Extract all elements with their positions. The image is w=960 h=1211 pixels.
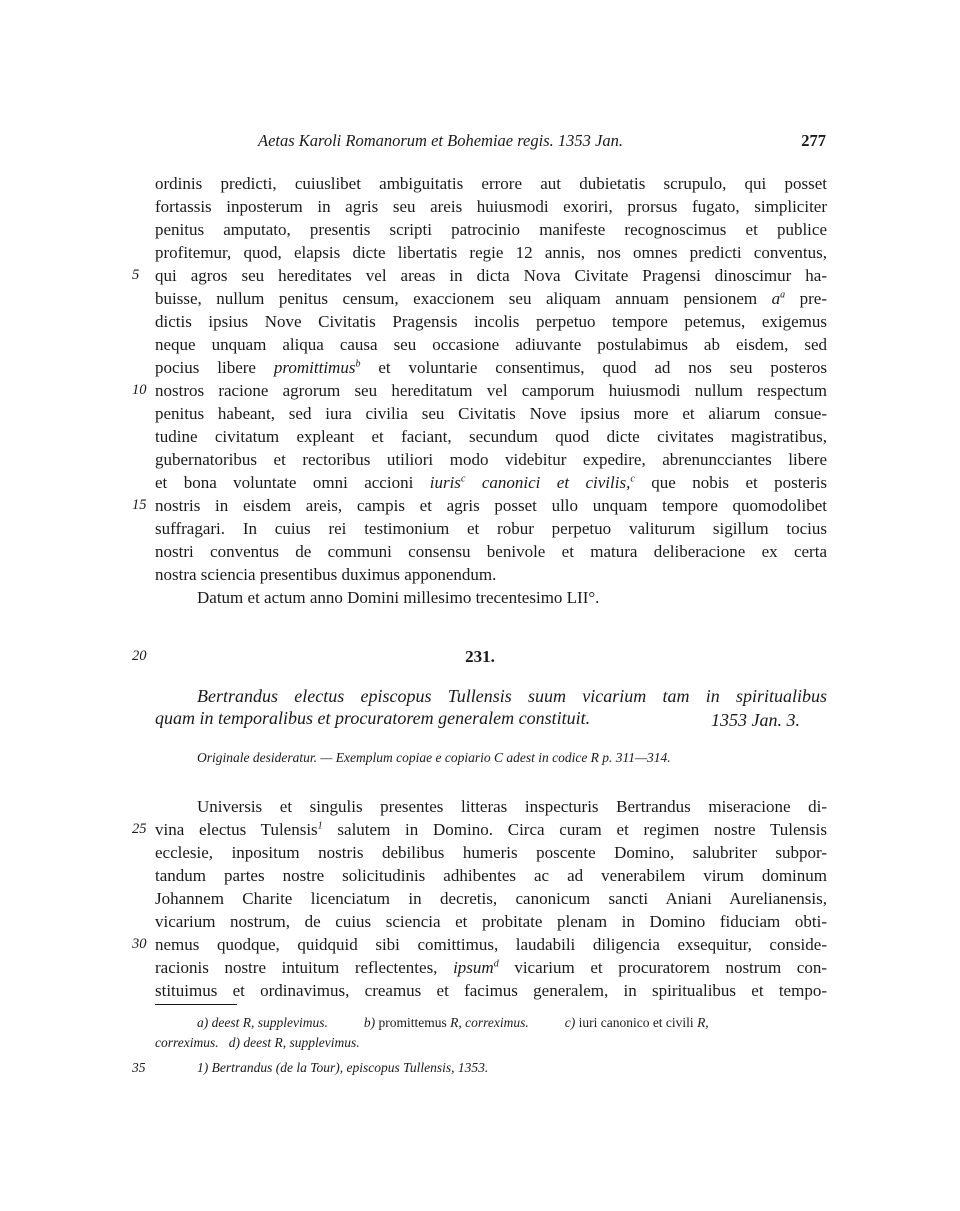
text-line: suffragari. In cuius rei testimonium et robur perpetuo valiturum sigillum tocius (155, 519, 827, 538)
text-segment: vicarium et procuratorem nostrum con- (498, 958, 827, 977)
footnote-ref: a (780, 289, 786, 301)
page-number: 277 (801, 131, 826, 150)
text-segment: buisse, nullum penitus censum, exaccionem seu aliquam annuam pensionem (155, 289, 758, 308)
dating-clause (155, 586, 827, 609)
footnote-ref: c (460, 473, 466, 485)
emended-word: iuris (429, 473, 461, 492)
text-line (155, 956, 827, 979)
text-line: penitus habeant, sed iura civilia seu Civitatis Nove ipsius more et aliarum consue- (155, 404, 827, 423)
text-line (155, 795, 827, 818)
footnote-ref: b (355, 358, 361, 370)
footnote-ref: 1 (317, 820, 323, 832)
text-line: ecclesie, inpositum nostris debilibus humeris poscente Domino, salubriter subpor- (155, 843, 827, 862)
footnote-text: correximus. (155, 1035, 219, 1050)
line-number: 20 (132, 648, 147, 664)
footnote-ref: c (630, 473, 635, 485)
footnote-label: a) (197, 1015, 209, 1030)
text-line: stituimus et ordinavimus, creamus et facimus generalem, in spiritualibus et tempo- (155, 981, 827, 1000)
text-line: ordinis predicti, cuiuslibet ambiguitatis errore aut dubietatis scrupulo, qui posset (155, 174, 827, 193)
regest-text: Bertrandus electus episcopus Tullensis suum vicarium tam in spiritualibus (197, 686, 827, 706)
emended-word: ipsum (453, 958, 494, 977)
text-line: vicarium nostrum, de cuius sciencia et probitate plenam in Domino fiduciam obti- (155, 912, 827, 931)
text-line: Johannem Charite licenciatum in decretis, canonicum sancti Aniani Aurelianensis, (155, 889, 827, 908)
text-segment: salutem in Domino. Circa curam et regimen nostre Tulensis (322, 820, 827, 839)
text-line: penitus amputato, presentis scripti patrocinio manifeste recognoscimus et publice (155, 220, 827, 239)
footnote-line (155, 1013, 827, 1033)
text-line: nostri conventus de communi consensu benivole et matura deliberacione ex certa (155, 542, 827, 561)
text-line (155, 356, 827, 379)
text-segment: pocius libere (155, 358, 256, 377)
footnote-text: deest R, supplevimus. (243, 1035, 360, 1050)
footnote-text: R, correximus. (450, 1015, 529, 1030)
footnote-note: 1) Bertrandus (de la Tour), episcopus Tullensis, 1353. (197, 1060, 489, 1075)
text-line (155, 287, 827, 310)
regest-line: quam in temporalibus et procuratorem generalem constituit. (155, 708, 591, 728)
text-segment: que nobis et posteris (634, 473, 828, 492)
document-number: 231. (465, 647, 495, 666)
text-segment: racionis nostre intuitum reflectentes, (155, 958, 438, 977)
running-title: Aetas Karoli Romanorum et Bohemiae regis. 1353 Jan. (258, 131, 623, 150)
footnote-text: iuri canonico et civili (578, 1015, 694, 1030)
variant-letter: a (771, 289, 781, 308)
line-number: 35 (132, 1060, 146, 1075)
footnote-text: deest R, supplevimus. (211, 1015, 328, 1030)
text-line: tudine civitatum expleant et faciant, secundum quod dicte civitates magistratibus, (155, 427, 827, 446)
line-number: 15 (132, 497, 147, 513)
running-head (258, 131, 826, 155)
text-line: nostros racione agrorum seu hereditatum vel camporum huiusmodi nullum respectum (155, 381, 827, 400)
text-line (155, 471, 827, 494)
regest-line (155, 684, 827, 708)
line-number: 25 (132, 821, 147, 837)
text-line: qui agros seu hereditates vel areas in dicta Nova Civitate Pragensi dinoscimur ha- (155, 266, 827, 285)
text-line (155, 818, 827, 841)
text-segment: vina electus Tulensis (155, 820, 318, 839)
emended-word: promittimus (273, 358, 356, 377)
footnote-text: promittemus (378, 1015, 447, 1030)
text-line: nemus quodque, quidquid sibi comittimus, laudabili diligencia exsequitur, conside- (155, 935, 827, 954)
text-line: tandum partes nostre solicitudinis adhibentes ac ad venerabilem virum dominum (155, 866, 827, 885)
text-segment: Universis et singulis presentes litteras inspecturis Bertrandus miseracione di- (197, 797, 827, 816)
emended-word: canonici et civilis, (481, 473, 631, 492)
text-line: neque unquam aliqua causa seu occasione adiuvante postulabimus ab eisdem, sed (155, 335, 827, 354)
text-segment: et voluntarie consentimus, quod ad nos seu posteros (360, 358, 828, 377)
source-note: Originale desideratur. — Exemplum copiae e copiario C adest in codice R p. 311—314. (197, 750, 671, 765)
text-segment: pre- (785, 289, 827, 308)
regest-date: 1353 Jan. 3. (711, 710, 800, 730)
line-number: 5 (132, 267, 140, 283)
text-line: dictis ipsius Nove Civitatis Pragensis incolis perpetuo tempore petemus, exigemus (155, 312, 827, 331)
dating-text: Datum et actum anno Domini millesimo trecentesimo LII°. (197, 588, 600, 607)
footnote-label: b) (363, 1015, 376, 1030)
text-segment: et bona voluntate omni accioni (155, 473, 414, 492)
text-line: nostra sciencia presentibus duximus apponendum. (155, 565, 497, 584)
line-number: 10 (132, 382, 147, 398)
footnote-line (155, 1033, 827, 1053)
line-number: 30 (132, 936, 147, 952)
text-line: profitemur, quod, elapsis dicte libertatis regie 12 annis, nos omnes predicti conventus, (155, 243, 827, 262)
text-line: nostris in eisdem areis, campis et agris posset ullo unquam tempore quomodolibet (155, 496, 827, 515)
footnote-text: R, (697, 1015, 709, 1030)
footnote-label: d) (228, 1035, 240, 1050)
footnote-rule (155, 1004, 237, 1005)
text-line: gubernatoribus et rectoribus utiliori modo videbitur expedire, abrenuncciantes libere (155, 450, 827, 469)
footnote-label: c) (564, 1015, 576, 1030)
footnote-ref: d (493, 958, 499, 970)
text-line: fortassis inposterum in agris seu areis huiusmodi exoriri, prorsus fugato, simpliciter (155, 197, 827, 216)
